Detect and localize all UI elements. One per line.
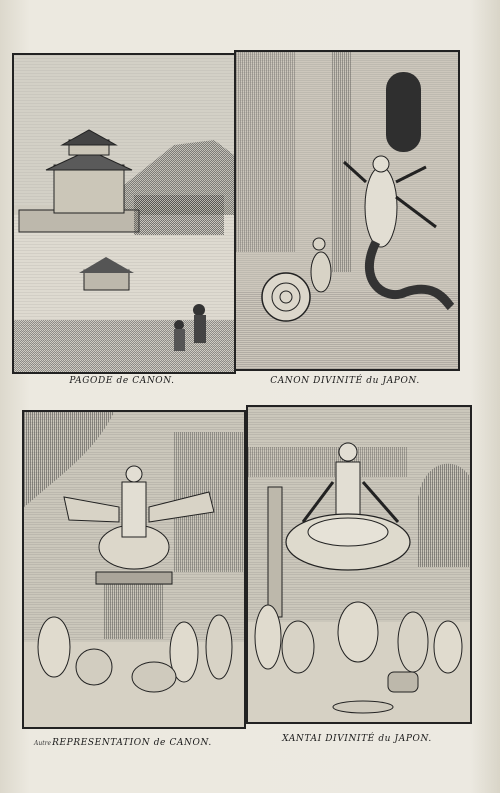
autre-note: Autre: [34, 740, 52, 747]
plate-2-caption: CANON DIVINITÉ du JAPON.: [270, 376, 420, 386]
plate-1-caption: PAGODE de CANON.: [69, 376, 175, 386]
plate-xantai: [246, 405, 472, 724]
plate-3-caption: REPRESENTATION de CANON.: [52, 738, 212, 748]
pagoda-engraving: [14, 55, 234, 372]
plate-4-caption: XANTAI DIVINITÉ du JAPON.: [282, 734, 432, 744]
plate-canon-divinity: [234, 50, 460, 371]
xantai-engraving: [248, 407, 470, 722]
representation-engraving: [24, 412, 244, 727]
canon-divinity-engraving: [236, 52, 458, 369]
plate-representation: [22, 410, 246, 729]
plate-pagoda: [12, 53, 236, 374]
